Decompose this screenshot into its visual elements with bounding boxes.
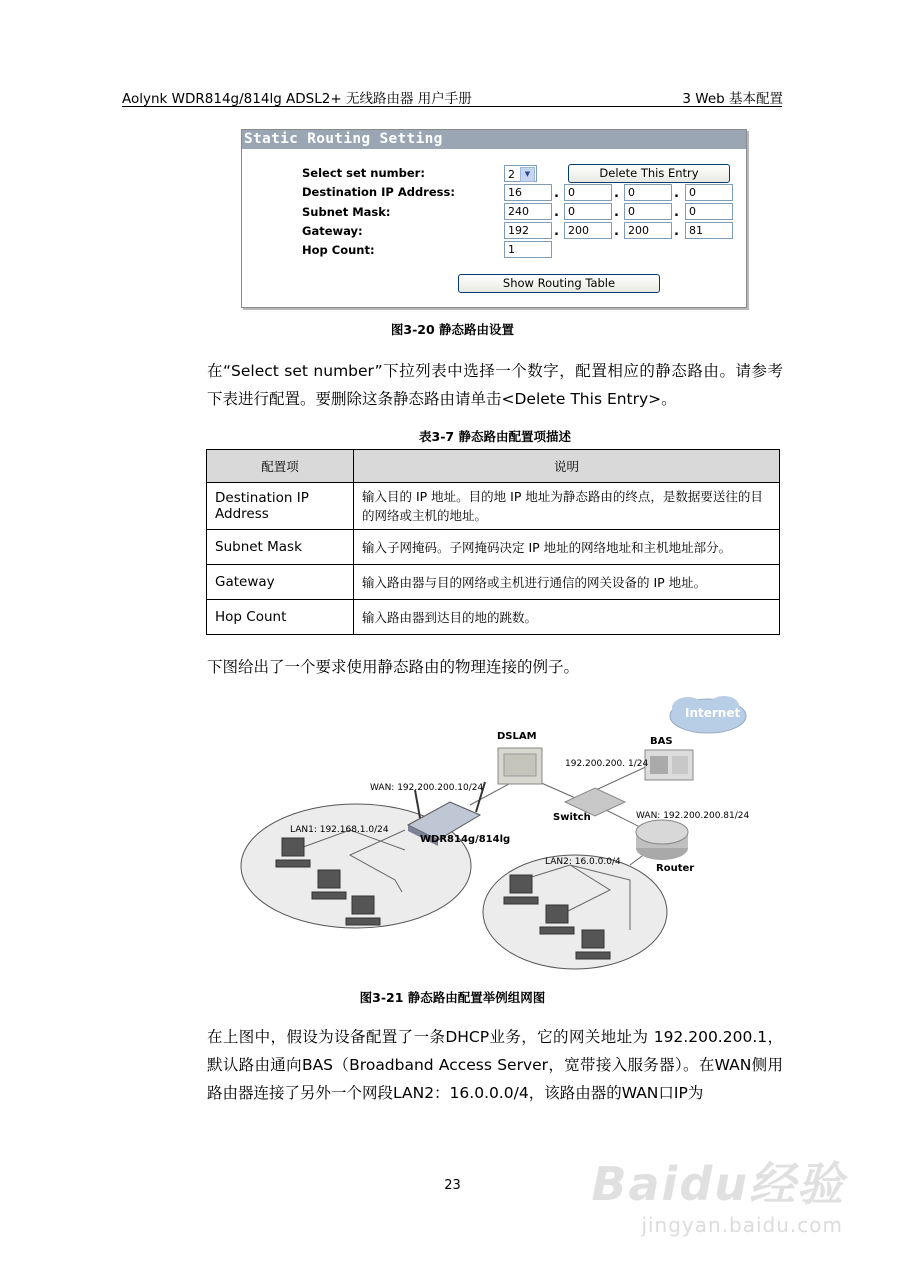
dot-separator: . [614,224,619,239]
dot-separator: . [554,224,559,239]
delete-entry-button[interactable]: Delete This Entry [568,164,730,183]
router-label: Router [656,863,695,874]
router-icon [636,820,688,860]
internet-label: Internet [685,706,741,720]
gateway-label: Gateway: [302,224,363,238]
bas-label: BAS [650,736,673,747]
paragraph-3: 在上图中，假设为设备配置了一条DHCP业务，它的网关地址为 192.200.200.1，默认路由通向BAS（Broadband Access Server，宽带接入服务器）。在WAN侧用路由器连接了另外一个网段LAN2：16.0.0.0/4，该路由器的WAN口IP为 [207,1028,783,1102]
dot-separator: . [614,186,619,201]
cell-item: Destination IP Address [207,483,354,530]
cell-item: Gateway [207,565,354,600]
figure-caption-1: 图3-20 静态路由设置 [390,322,515,337]
watermark-logo: Baidu经验 [591,1157,845,1211]
dest-ip-octet-1[interactable]: 16 [504,184,552,201]
hop-count-label: Hop Count: [302,243,375,257]
wan1-label: WAN: 192.200.200.10/24 [370,783,484,793]
figure-caption-2: 图3-21 静态路由配置举例组网图 [359,990,546,1005]
dest-ip-octet-2[interactable]: 0 [564,184,612,201]
dot-separator: . [554,186,559,201]
lan1-label: LAN1: 192.168.1.0/24 [290,825,389,835]
mask-octet-1[interactable]: 240 [504,203,552,220]
dest-ip-octet-4[interactable]: 0 [685,184,733,201]
gateway-octet-1[interactable]: 192 [504,222,552,239]
watermark-url: jingyan.baidu.com [641,1213,843,1237]
chevron-down-icon[interactable]: ▼ [520,167,535,182]
table-row [207,483,780,530]
panel-title: Static Routing Setting [242,130,746,149]
cell-item: Subnet Mask [207,530,354,565]
set-number-value: 2 [508,168,515,181]
switch-label: Switch [553,812,591,823]
table-caption: 表3-7 静态路由配置项描述 [419,429,571,444]
cell-item: Hop Count [207,600,354,635]
show-routing-table-button[interactable]: Show Routing Table [458,274,660,293]
gateway-octet-3[interactable]: 200 [624,222,672,239]
table-row [207,530,780,565]
gateway-octet-2[interactable]: 200 [564,222,612,239]
dest-ip-octet-3[interactable]: 0 [624,184,672,201]
cell-desc: 输入路由器到达目的地的跳数。 [354,600,780,635]
set-number-select[interactable] [504,165,537,182]
paragraph-1: 在“Select set number”下拉列表中选择一个数字，配置相应的静态路由。请参考下表进行配置。要删除这条静态路由请单击<Delete This Entry>。 [207,362,783,408]
subnet-mask-label: Subnet Mask: [302,205,391,219]
bas-icon [645,750,693,780]
header-left: Aolynk WDR814g/814lg ADSL2+ 无线路由器 用户手册 [122,91,472,107]
dot-separator: . [674,186,679,201]
header-right: 3 Web 基本配置 [682,91,783,107]
dslam-icon [498,748,542,784]
page-number: 23 [444,1178,461,1193]
header-rule [122,106,782,107]
wan2-label: WAN: 192.200.200.81/24 [636,811,750,821]
dot-separator: . [614,205,619,220]
lan2-label: LAN2: 16.0.0.0/4 [545,857,621,867]
table-row [207,565,780,600]
table-header-row [207,450,780,483]
cell-desc: 输入子网掩码。子网掩码决定 IP 地址的网络地址和主机地址部分。 [354,530,780,565]
dot-separator: . [554,205,559,220]
lan2-ellipse [483,855,667,969]
paragraph-2: 下图给出了一个要求使用静态路由的物理连接的例子。 [207,658,580,676]
header-desc: 说明 [354,450,780,483]
header-item: 配置项 [207,450,354,483]
table-row [207,600,780,635]
config-table [206,449,780,635]
dest-ip-label: Destination IP Address: [302,185,455,199]
mask-octet-3[interactable]: 0 [624,203,672,220]
dot-separator: . [674,224,679,239]
bas-ip-label: 192.200.200. 1/24 [565,759,649,769]
cell-desc: 输入路由器与目的网络或主机进行通信的网关设备的 IP 地址。 [354,565,780,600]
device-label: WDR814g/814lg [420,834,511,845]
dot-separator: . [674,205,679,220]
dslam-label: DSLAM [497,731,537,742]
hop-count-input[interactable]: 1 [504,241,552,258]
cell-desc: 输入目的 IP 地址。目的地 IP 地址为静态路由的终点，是数据要送往的目的网络或主机的地址。 [354,483,780,530]
static-routing-panel [241,129,747,308]
select-set-label: Select set number: [302,166,425,180]
gateway-octet-4[interactable]: 81 [685,222,733,239]
mask-octet-2[interactable]: 0 [564,203,612,220]
mask-octet-4[interactable]: 0 [685,203,733,220]
